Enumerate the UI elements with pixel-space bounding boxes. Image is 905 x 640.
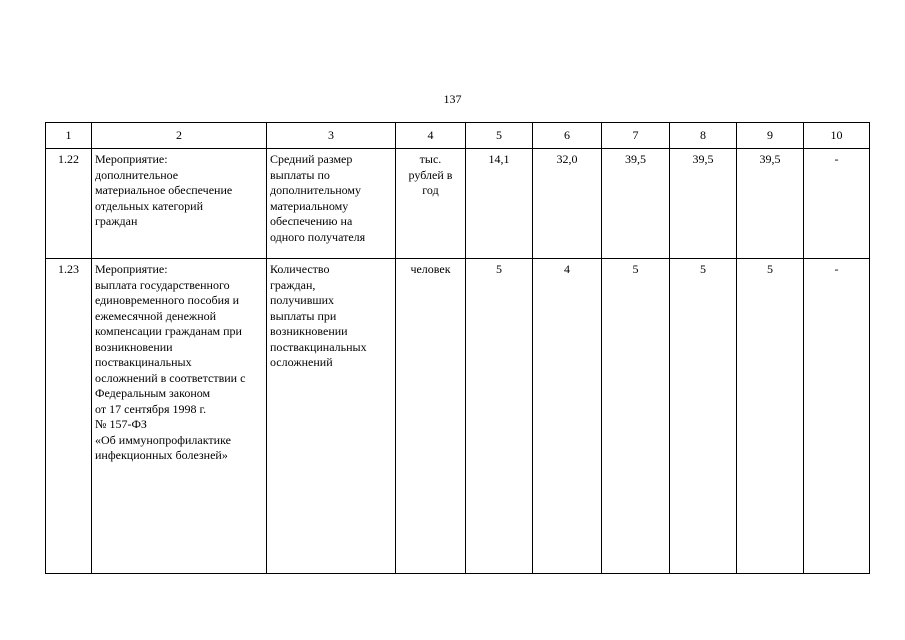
indicator-line: поствакцинальных: [270, 339, 367, 354]
indicator-line: граждан,: [270, 277, 316, 292]
indicator-cell: [267, 259, 396, 574]
indicator-line: выплаты при: [270, 308, 337, 323]
indicator-line: возникновении: [270, 324, 348, 338]
value-cell-9: 39,5: [737, 149, 804, 259]
unit-line: человек: [410, 262, 451, 276]
value-cell-7: 39,5: [602, 149, 670, 259]
value-cell-8: 39,5: [670, 149, 737, 259]
activity-line: выплата государственного: [95, 277, 230, 292]
header-cell-8: 8: [670, 123, 737, 149]
activity-cell: [92, 259, 267, 574]
value-cell-10: -: [804, 259, 870, 574]
table-row: [46, 149, 870, 259]
activity-line: Мероприятие:: [95, 152, 168, 166]
indicator-line: осложнений: [270, 355, 333, 369]
indicators-table: [45, 122, 870, 574]
header-cell-6: 6: [533, 123, 602, 149]
unit-cell: [396, 259, 466, 574]
activity-line: осложнений в соответствии с: [95, 370, 246, 385]
indicator-line: материальному: [270, 198, 349, 213]
header-cell-1: 1: [46, 123, 92, 149]
activity-line: единовременного пособия и: [95, 293, 240, 307]
unit-line: год: [422, 183, 439, 197]
value-cell-5: 5: [466, 259, 533, 574]
indicator-line: выплаты по: [270, 167, 330, 182]
value-cell-8: 5: [670, 259, 737, 574]
header-cell-7: 7: [602, 123, 670, 149]
indicator-line: получивших: [270, 293, 335, 307]
indicator-line: одного получателя: [270, 229, 366, 244]
activity-line: Мероприятие:: [95, 262, 168, 276]
activity-line: поствакцинальных: [95, 355, 192, 369]
table-header-row: [46, 123, 870, 149]
activity-line: возникновении: [95, 339, 173, 354]
header-cell-9: 9: [737, 123, 804, 149]
activity-line: от 17 сентября 1998 г.: [95, 401, 207, 416]
row-number: 1.23: [46, 259, 92, 574]
header-cell-10: 10: [804, 123, 870, 149]
activity-line: «Об иммунопрофилактике: [95, 432, 231, 447]
indicator-line: обеспечению на: [270, 214, 353, 228]
activity-line: отдельных категорий: [95, 198, 204, 213]
header-cell-3: 3: [267, 123, 396, 149]
header-cell-5: 5: [466, 123, 533, 149]
activity-line: Федеральным законом: [95, 386, 211, 400]
value-cell-5: 14,1: [466, 149, 533, 259]
value-cell-10: -: [804, 149, 870, 259]
activity-line: дополнительное: [95, 167, 179, 182]
unit-cell: [396, 149, 466, 259]
header-cell-4: 4: [396, 123, 466, 149]
indicator-line: дополнительному: [270, 183, 362, 197]
indicator-cell: [267, 149, 396, 259]
table-row: [46, 259, 870, 574]
value-cell-9: 5: [737, 259, 804, 574]
value-cell-6: 4: [533, 259, 602, 574]
row-number: 1.22: [46, 149, 92, 259]
activity-line: компенсации гражданам при: [95, 324, 242, 338]
header-cell-2: 2: [92, 123, 267, 149]
activity-line: материальное обеспечение: [95, 183, 233, 197]
activity-line: инфекционных болезней»: [95, 448, 228, 462]
value-cell-7: 5: [602, 259, 670, 574]
unit-line: тыс.: [419, 152, 442, 166]
page-number: 137: [443, 92, 462, 106]
unit-line: рублей в: [408, 167, 453, 182]
activity-line: граждан: [95, 214, 138, 228]
indicator-line: Средний размер: [270, 152, 353, 166]
activity-cell: [92, 149, 267, 259]
indicator-line: Количество: [270, 262, 330, 276]
value-cell-6: 32,0: [533, 149, 602, 259]
activity-line: № 157-ФЗ: [95, 417, 147, 431]
activity-line: ежемесячной денежной: [95, 308, 217, 323]
